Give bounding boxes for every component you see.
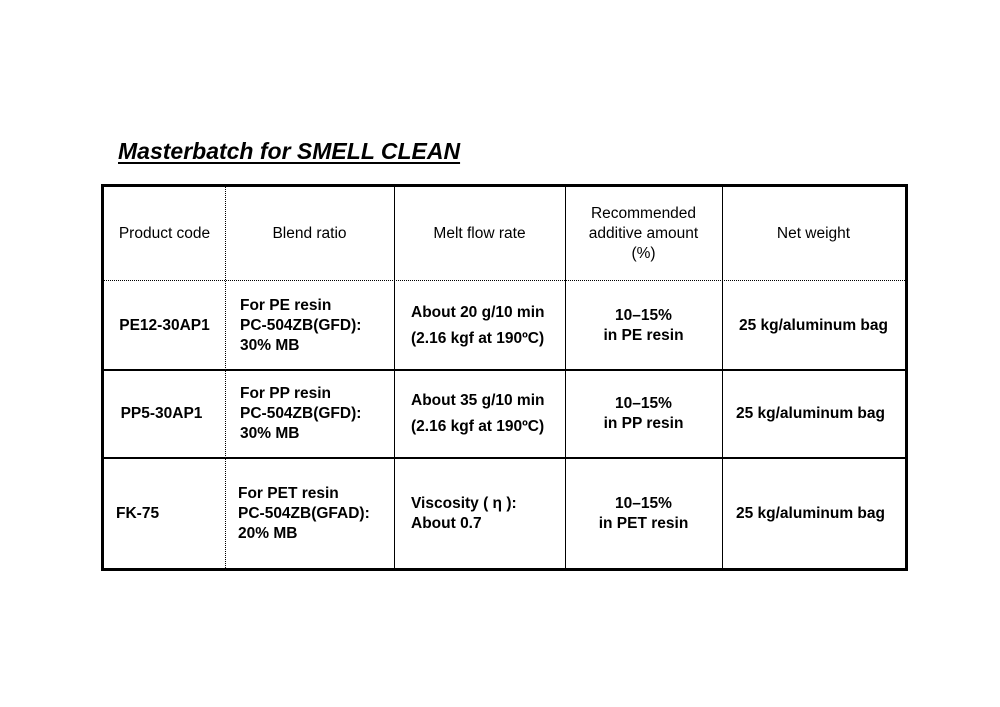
product-table: [101, 184, 908, 571]
header-label: Product code: [118, 224, 211, 242]
header-divider: [104, 280, 905, 281]
header-blend-ratio: [225, 187, 394, 280]
table-row-1-additive-amount: [565, 282, 722, 369]
header-product-code: [104, 187, 225, 280]
header-additive-amount: [565, 187, 722, 280]
melt-flow-rate-line: (2.16 kgf at 190ºC): [411, 418, 545, 435]
table-row-2-net-weight: [722, 371, 905, 457]
net-weight: 25 kg/aluminum bag: [738, 316, 888, 334]
melt-flow-rate-line: About 35 g/10 min: [411, 392, 545, 409]
blend-ratio: For PP resin PC-504ZB(GFD): 30% MB: [240, 385, 362, 442]
net-weight: 25 kg/aluminum bag: [735, 504, 885, 522]
table-row-3-product-code: [116, 459, 225, 568]
page-title: Masterbatch for SMELL CLEAN: [118, 138, 461, 164]
melt-flow-rate-line: About 0.7: [411, 514, 482, 532]
table-row-3-melt-flow-rate: [411, 459, 565, 568]
table-row-1-product-code: [104, 282, 225, 369]
table-row-1-net-weight: [722, 282, 905, 369]
product-code: PE12-30AP1: [119, 316, 210, 334]
table-row-3-blend-ratio: [238, 459, 394, 568]
product-code: FK-75: [116, 504, 160, 522]
melt-flow-rate-line: (2.16 kgf at 190ºC): [411, 329, 545, 347]
table-row-2-blend-ratio: [240, 371, 394, 457]
header-label: Melt flow rate: [433, 224, 526, 242]
net-weight: 25 kg/aluminum bag: [735, 405, 885, 422]
additive-amount: 10–15% in PP resin: [603, 395, 684, 432]
table-row-3-net-weight: [722, 459, 905, 568]
melt-flow-rate-line: Viscosity ( η ):: [411, 494, 517, 512]
table-row-1-melt-flow-rate: [411, 282, 565, 369]
table-row-2-additive-amount: [565, 371, 722, 457]
header-melt-flow-rate: [394, 187, 565, 280]
table-row-1-blend-ratio: [240, 282, 394, 369]
header-label: Recommended additive amount (%): [588, 204, 699, 262]
blend-ratio: For PE resin PC-504ZB(GFD): 30% MB: [240, 296, 362, 354]
product-code: PP5-30AP1: [120, 405, 203, 422]
table-row-2-melt-flow-rate: [411, 371, 565, 457]
melt-flow-rate-line: About 20 g/10 min: [411, 303, 545, 321]
table-row-3-additive-amount: [565, 459, 722, 568]
additive-amount: 10–15% in PET resin: [598, 494, 689, 532]
blend-ratio: For PET resin PC-504ZB(GFAD): 20% MB: [238, 484, 370, 542]
header-label: Blend ratio: [272, 224, 347, 242]
table-row-2-product-code: [104, 371, 225, 457]
header-net-weight: [722, 187, 905, 280]
header-label: Net weight: [776, 224, 851, 242]
additive-amount: 10–15% in PE resin: [603, 306, 684, 344]
